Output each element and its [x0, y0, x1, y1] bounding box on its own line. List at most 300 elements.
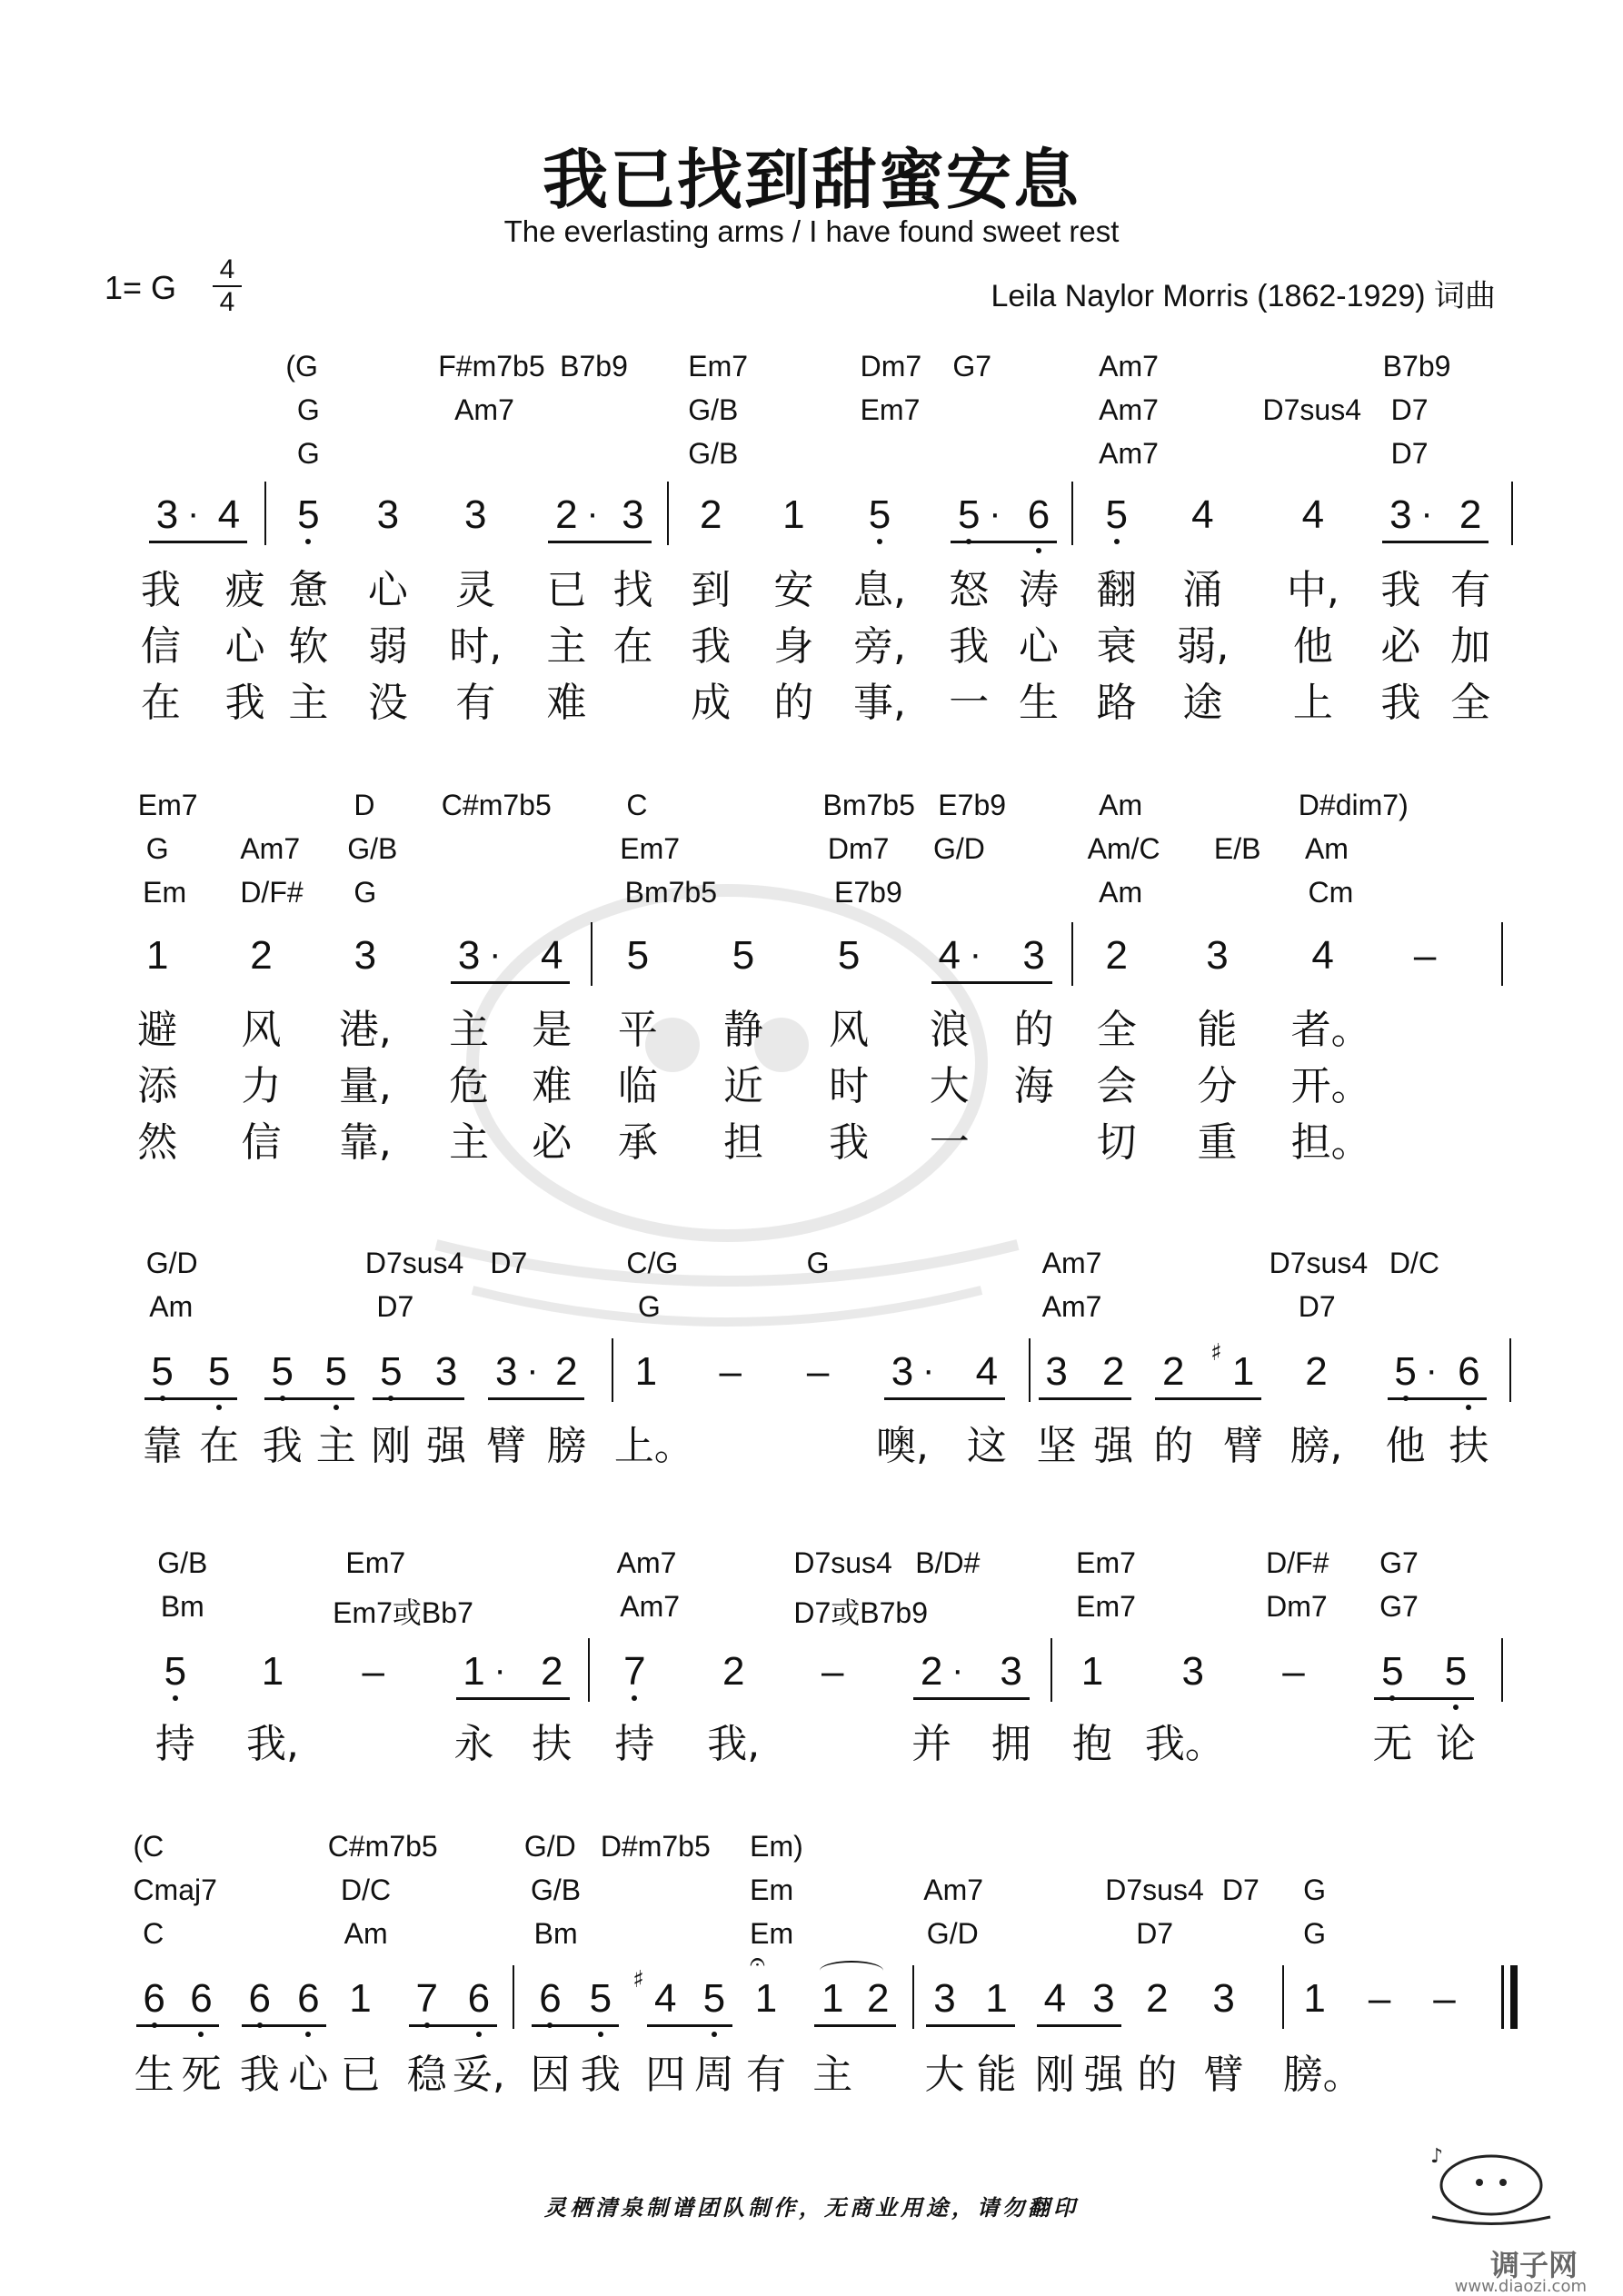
- beam-underline: [456, 1697, 571, 1700]
- low-octave-dot: [598, 2032, 603, 2037]
- lyric-char: 弱: [367, 623, 408, 670]
- chord-label: D/C: [341, 1874, 392, 1906]
- note-digit: –: [1368, 1976, 1391, 2021]
- note: [791, 1349, 845, 1394]
- lyric-char: 死: [181, 2052, 222, 2098]
- lyric-char: 必: [1380, 623, 1421, 670]
- note: [687, 1976, 742, 2021]
- lyric-char: 灵: [455, 567, 496, 613]
- note: [448, 492, 503, 537]
- chord-label: Em7: [345, 1546, 406, 1579]
- beam-underline: [144, 1397, 238, 1400]
- chord-label: Cmaj7: [133, 1874, 217, 1906]
- chord-label: D: [353, 789, 375, 821]
- note-digit: 2: [540, 1649, 563, 1694]
- chord-label: D7: [490, 1247, 528, 1279]
- note-digit: 4: [1311, 933, 1334, 978]
- chord-label: C/G: [626, 1247, 679, 1279]
- chord-label: D7sus4: [364, 1247, 464, 1279]
- bar-line: [1501, 922, 1503, 986]
- chord-label: Am7: [1099, 350, 1159, 383]
- chord-label: D7: [1221, 1874, 1260, 1906]
- chord-label: G/B: [531, 1874, 582, 1906]
- lyric-char: 有: [1450, 567, 1491, 613]
- note-digit: 5: [207, 1349, 231, 1394]
- chord-label: G: [1303, 1917, 1327, 1950]
- note: [442, 933, 502, 978]
- chord-label: G: [296, 437, 320, 470]
- note-digit: 5: [957, 492, 981, 537]
- key-signature: 1= G: [105, 269, 177, 306]
- note: [202, 492, 256, 537]
- note: [805, 1649, 860, 1694]
- dot-mark: ·: [969, 934, 982, 974]
- lyric-char: 主: [288, 680, 329, 726]
- note-digit: 2: [250, 933, 273, 978]
- lyric-char: 刚: [1034, 2052, 1075, 2098]
- lyric-char: 怒: [949, 567, 990, 613]
- note-digit: 5: [271, 1349, 294, 1394]
- low-octave-dot: [173, 1695, 178, 1701]
- lyric-char: 一: [949, 680, 990, 726]
- chord-label: Em): [750, 1830, 803, 1863]
- note: [1443, 492, 1498, 537]
- chord-label: G: [296, 393, 320, 426]
- dot-mark: ·: [1420, 493, 1433, 533]
- note-digit: 2: [1162, 1349, 1185, 1394]
- note-digit: 4: [217, 492, 241, 537]
- note: [1028, 1976, 1082, 2021]
- tie-arc: [820, 1961, 883, 1981]
- song-subtitle: The everlasting arms / I have found sweet rest: [503, 214, 1120, 248]
- lyric-char: 在: [199, 1423, 240, 1469]
- note: [255, 1349, 310, 1394]
- low-octave-dot: [1114, 539, 1120, 544]
- note: [524, 933, 579, 978]
- chord-label: C: [143, 1917, 164, 1950]
- note: [1076, 1976, 1130, 2021]
- note: [338, 933, 393, 978]
- note-digit: 5: [297, 492, 320, 537]
- note-digit: 7: [415, 1976, 438, 2021]
- chord-label: D7sus4: [1269, 1247, 1369, 1279]
- bar-line: [912, 1965, 914, 2029]
- chord-label: Am: [1099, 789, 1143, 821]
- chord-label: D7: [1390, 393, 1429, 426]
- chord-label: D#dim7): [1298, 789, 1409, 821]
- lyric-char: 我: [949, 623, 990, 670]
- lyric-char: 切: [1096, 1119, 1137, 1166]
- final-bar-line-thick: [1510, 1965, 1518, 2029]
- note-digit: 5: [1394, 1349, 1417, 1394]
- note-digit: 5: [380, 1349, 403, 1394]
- note-digit: 5: [1105, 492, 1128, 537]
- lyric-char: 膀: [546, 1423, 587, 1469]
- note: [1166, 1649, 1220, 1694]
- note: [904, 1649, 964, 1694]
- chord-label: Bm7b5: [822, 789, 915, 821]
- note-digit: 4: [1301, 492, 1325, 537]
- bar-line: [1282, 1965, 1284, 2029]
- note: [611, 933, 665, 978]
- lyric-char: 路: [1096, 680, 1137, 726]
- lyric-char: 心: [224, 623, 265, 670]
- beam-underline: [951, 541, 1057, 543]
- lyric-char: 弱,: [1176, 623, 1230, 670]
- lyric-char: 主: [449, 1119, 490, 1166]
- note-digit: 5: [1381, 1649, 1404, 1694]
- site-url: www.diaozi.com: [1454, 2277, 1587, 2296]
- lyric-char: 生: [1019, 680, 1060, 726]
- lyric-char: 扶: [532, 1721, 573, 1767]
- lyric-char: 我: [224, 680, 265, 726]
- chord-label: Em7: [137, 789, 198, 821]
- lyric-char: 涛: [1019, 567, 1060, 613]
- note-digit: 3: [1389, 492, 1412, 537]
- note: [234, 933, 289, 978]
- lyric-char: 靠: [142, 1423, 183, 1469]
- note: [419, 1349, 473, 1394]
- lyric-char: 危: [449, 1063, 490, 1109]
- beam-underline: [814, 2024, 896, 2027]
- chord-label: Am: [1099, 876, 1143, 909]
- chord-label: D7sus4: [1262, 393, 1361, 426]
- dot-mark: ·: [1425, 1350, 1438, 1390]
- lyric-char: 我,: [246, 1721, 300, 1767]
- note: [281, 1976, 335, 2021]
- chord-label: B/D#: [915, 1546, 981, 1579]
- chord-label: G/B: [157, 1546, 208, 1579]
- lyric-char: 疲: [224, 567, 265, 613]
- chord-label: Cm: [1308, 876, 1354, 909]
- dot-mark: ·: [526, 1350, 539, 1390]
- beam-underline: [1374, 1697, 1474, 1700]
- note: [1441, 1349, 1496, 1394]
- note: [174, 1976, 228, 2021]
- chord-label: Am7: [620, 1590, 681, 1623]
- note: [1373, 492, 1433, 537]
- note: [192, 1349, 246, 1394]
- chord-label: D7: [376, 1290, 414, 1323]
- note-digit: 5: [868, 492, 891, 537]
- lyric-char: 衰: [1096, 623, 1137, 670]
- note-digit: 2: [1305, 1349, 1328, 1394]
- note: [573, 1976, 628, 2021]
- lyric-char: 能: [1197, 1007, 1238, 1053]
- note-digit: 6: [248, 1976, 271, 2021]
- chord-label: Em: [750, 1874, 794, 1906]
- note: [706, 1649, 761, 1694]
- note: [606, 492, 661, 537]
- chord-label: (G: [285, 350, 318, 383]
- note: [1418, 1976, 1472, 2021]
- note: [1197, 1976, 1251, 2021]
- chord-label: Em: [143, 876, 187, 909]
- lyric-char: 持: [154, 1721, 195, 1767]
- beam-underline: [373, 1397, 464, 1400]
- note-digit: 3: [457, 933, 481, 978]
- note: [524, 1649, 579, 1694]
- note-digit: 1: [463, 1649, 485, 1694]
- bar-line: [513, 1965, 514, 2029]
- lyric-char: 没: [367, 680, 408, 726]
- lyric-char: 一: [929, 1119, 970, 1166]
- note-digit: 5: [324, 1349, 347, 1394]
- note: [523, 1976, 577, 2021]
- note-digit: 1: [821, 1976, 844, 2021]
- chord-label: Bm: [160, 1590, 204, 1623]
- time-signature-top: 4: [219, 254, 235, 284]
- low-octave-dot: [334, 1405, 339, 1410]
- note-digit: 6: [1458, 1349, 1480, 1394]
- chord-label: Dm7: [860, 350, 922, 383]
- chord-label: B7b9: [560, 350, 628, 383]
- lyric-char: 无: [1372, 1721, 1413, 1767]
- note-digit: –: [806, 1349, 830, 1394]
- bar-line: [591, 922, 592, 986]
- note-digit: 3: [1181, 1649, 1204, 1694]
- note: [852, 492, 907, 537]
- lyric-char: 重: [1197, 1119, 1238, 1166]
- note: [875, 1349, 935, 1394]
- lyric-char: 我,: [707, 1721, 761, 1767]
- lyric-char: 有: [455, 680, 496, 726]
- chord-label: Em7: [688, 350, 749, 383]
- note: [1086, 1349, 1140, 1394]
- note: [1365, 1649, 1419, 1694]
- note: [135, 1349, 190, 1394]
- lyric-char: 大: [924, 2052, 965, 2098]
- note: [1398, 933, 1452, 978]
- note-digit: 3: [494, 1349, 518, 1394]
- lyric-char: 找: [612, 567, 653, 613]
- dot-mark: ·: [586, 493, 599, 533]
- bar-line: [588, 1638, 590, 1702]
- lyric-char: 膀,: [1289, 1423, 1343, 1469]
- note-digit: –: [1413, 933, 1437, 978]
- chord-label: G/B: [347, 832, 398, 865]
- lyric-char: 静: [722, 1007, 763, 1053]
- note-digit: 3: [933, 1976, 956, 2021]
- lyric-char: 主: [812, 2052, 853, 2098]
- lyric-char: 上: [1292, 680, 1333, 726]
- low-octave-dot: [632, 1695, 637, 1701]
- beam-underline: [149, 541, 247, 543]
- note-digit: 2: [555, 492, 578, 537]
- chord-label: Bm7b5: [624, 876, 717, 909]
- lyric-char: 者。: [1290, 1007, 1371, 1053]
- note-digit: 1: [634, 1349, 658, 1394]
- lyric-char: 臂: [1223, 1423, 1264, 1469]
- lyric-char: 的: [1137, 2052, 1178, 2098]
- chord-label: Am: [149, 1290, 194, 1323]
- note-digit: 3: [434, 1349, 458, 1394]
- note-digit: 3: [1212, 1976, 1235, 2021]
- lyric-char: 旁,: [853, 623, 906, 670]
- lyric-char: 在: [612, 623, 653, 670]
- chord-label: E7b9: [834, 876, 902, 909]
- lyric-char: 涌: [1182, 567, 1223, 613]
- lyric-char: 身: [773, 623, 814, 670]
- low-octave-dot: [1036, 548, 1041, 553]
- beam-underline: [532, 2024, 618, 2027]
- chord-label: Em7: [620, 832, 681, 865]
- lyric-char: 事,: [853, 680, 906, 726]
- beam-underline: [488, 1397, 584, 1400]
- chord-label: G: [806, 1247, 830, 1279]
- note: [1352, 1976, 1407, 2021]
- note: [851, 1976, 905, 2021]
- chord-label: Em7: [1076, 1590, 1136, 1623]
- lyric-char: 的: [1013, 1007, 1054, 1053]
- lyric-char: 必: [532, 1119, 573, 1166]
- lyric-char: 抱: [1071, 1721, 1112, 1767]
- note: [1030, 1349, 1084, 1394]
- note-digit: 7: [623, 1649, 646, 1694]
- beam-underline: [913, 1697, 1030, 1700]
- chord-label: (C: [133, 1830, 164, 1863]
- dot-mark: ·: [186, 493, 200, 533]
- lyric-char: 持: [614, 1721, 655, 1767]
- chord-label: Am/C: [1087, 832, 1160, 865]
- lyric-char: 心: [288, 2052, 329, 2098]
- chord-label: B7b9: [1382, 350, 1451, 383]
- note: [363, 1349, 418, 1394]
- composer-credit: Leila Naylor Morris (1862-1929) 词曲: [991, 279, 1496, 313]
- chord-label: G/D: [145, 1247, 198, 1279]
- note-digit: 1: [985, 1976, 1008, 2021]
- note: [1090, 933, 1144, 978]
- lyric-char: 到: [691, 567, 732, 613]
- lyric-char: 开。: [1290, 1063, 1371, 1109]
- chord-label: D/F#: [240, 876, 304, 909]
- low-octave-dot: [305, 539, 311, 544]
- note: [703, 1349, 758, 1394]
- note-digit: 1: [261, 1649, 284, 1694]
- lyric-char: 生: [134, 2052, 174, 2098]
- note: [245, 1649, 300, 1694]
- chord-label: G/D: [932, 832, 985, 865]
- lyric-char: 难: [532, 1063, 573, 1109]
- note: [766, 492, 821, 537]
- song-title: 我已找到甜蜜安息: [542, 142, 1080, 218]
- note-digit: 3: [376, 492, 400, 537]
- lyric-char: 惫: [288, 567, 329, 613]
- chord-label: Am7: [240, 832, 301, 865]
- chord-label: C#m7b5: [327, 1830, 438, 1863]
- lyric-char: 我: [829, 1119, 870, 1166]
- note: [333, 1976, 387, 2021]
- note: [1266, 1649, 1320, 1694]
- lyric-char: 量,: [338, 1063, 392, 1109]
- note-digit: 5: [702, 1976, 726, 2021]
- note-digit: 5: [151, 1349, 174, 1394]
- lyric-char: 四: [645, 2052, 686, 2098]
- note: [1146, 1349, 1200, 1394]
- note: [1007, 933, 1061, 978]
- lyric-char: 承: [617, 1119, 658, 1166]
- lyric-char: 能: [976, 2052, 1017, 2098]
- lyric-char: 我: [262, 1423, 303, 1469]
- final-bar-line: [1501, 1965, 1504, 2029]
- lyric-char: 我: [1380, 567, 1421, 613]
- bar-line: [667, 482, 669, 545]
- chord-label: D7sus4: [793, 1546, 892, 1579]
- bar-line: [1509, 1338, 1511, 1402]
- low-octave-dot: [198, 2032, 204, 2037]
- note-digit: 5: [626, 933, 650, 978]
- chord-label: D7: [1136, 1917, 1174, 1950]
- note-digit: 2: [722, 1649, 745, 1694]
- note-digit: 1: [782, 492, 805, 537]
- bar-line: [1029, 1338, 1031, 1402]
- note-digit: 1: [145, 933, 169, 978]
- note: [281, 492, 335, 537]
- dot-mark: ·: [951, 1650, 964, 1690]
- lyric-char: 我: [1380, 680, 1421, 726]
- lyric-char: 我。: [1144, 1721, 1225, 1767]
- note: [821, 933, 876, 978]
- note: [148, 1649, 203, 1694]
- chord-label: G/D: [926, 1917, 979, 1950]
- note-digit: 1: [1231, 1349, 1255, 1394]
- footer-notice: 灵栖清泉制谱团队制作，无商业用途，请勿翻印: [544, 2194, 1079, 2221]
- note-digit: 5: [589, 1976, 612, 2021]
- note-digit: 5: [837, 933, 861, 978]
- note: [970, 1976, 1024, 2021]
- note-digit: –: [362, 1649, 384, 1694]
- lyric-char: 主: [449, 1007, 490, 1053]
- beam-underline: [409, 2024, 497, 2027]
- lyric-char: 主: [315, 1423, 356, 1469]
- beam-underline: [884, 1397, 1005, 1400]
- lyric-char: 风: [829, 1007, 870, 1053]
- beam-underline: [1388, 1397, 1488, 1400]
- chord-label: F#m7b5: [438, 350, 545, 383]
- low-octave-dot: [476, 2032, 482, 2037]
- chord-label: Am7: [1041, 1290, 1102, 1323]
- note-digit: 5: [732, 933, 755, 978]
- bar-line: [1071, 922, 1073, 986]
- chord-label: E7b9: [938, 789, 1007, 821]
- chord-label: Am7: [454, 393, 514, 426]
- note-digit: 4: [540, 933, 563, 978]
- lyric-char: 坚: [1036, 1423, 1077, 1469]
- note-digit: 2: [555, 1349, 578, 1394]
- chord-label: Am7: [1099, 393, 1159, 426]
- site-name: 调子网: [1489, 2248, 1578, 2282]
- lyric-char: 靠,: [338, 1119, 392, 1166]
- note: [1379, 1349, 1438, 1394]
- note: [1286, 492, 1340, 537]
- dot-mark: ·: [489, 934, 502, 974]
- svg-text:♪: ♪: [1430, 2145, 1444, 2168]
- beam-underline: [1382, 541, 1489, 543]
- note: [716, 933, 771, 978]
- beam-underline: [1039, 1397, 1132, 1400]
- bar-line: [1050, 1638, 1052, 1702]
- lyric-char: 担: [722, 1119, 763, 1166]
- lyric-char: 近: [722, 1063, 763, 1109]
- lyric-char: 强: [426, 1423, 467, 1469]
- chord-label: Em7或Bb7: [333, 1596, 473, 1629]
- note-digit: –: [1433, 1976, 1456, 2021]
- lyric-char: 避: [137, 1007, 178, 1053]
- chord-label: Am7: [923, 1874, 984, 1906]
- chord-label: Am: [1304, 832, 1349, 865]
- lyric-char: 难: [546, 680, 587, 726]
- lyric-char: 膀。: [1282, 2052, 1363, 2098]
